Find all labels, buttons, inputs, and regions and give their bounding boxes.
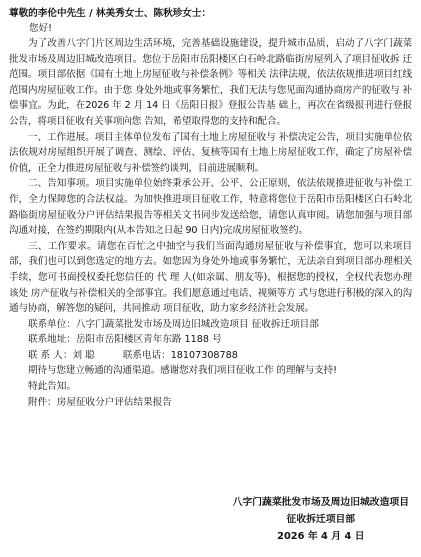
attachment-note: 附件：房屋征收分户评估结果报告 [28, 396, 172, 408]
contact-unit-value: 八字门蔬菜批发市场及周边旧城改造项目 征收拆迁项目部 [75, 318, 319, 330]
progress-paragraph: 一、工作进展。项目主体单位发布了国有土地上房屋征收与 补偿决定公告，项目实施单位依法依规对房屋组织开展了调查、测绘、评估、复核等国有土地上房屋征收工作，确定了房屋补偿 价值，正全力推进房屋征收与补偿签约谈判，目前进展顺利。 [9, 131, 412, 174]
letter-salutation: 尊敬的李伦中先生 / 林美秀女士、陈秋珍女士： [9, 8, 212, 19]
letter-greeting: 您好! [29, 23, 53, 34]
contact-unit [28, 317, 412, 333]
contact-person-label: 联 系 人： [28, 349, 73, 361]
signature-date: 2026 年 4 月 4 日 [277, 531, 365, 542]
requirements-paragraph: 三、工作要求。请您在百忙之中抽空与我们当面沟通房屋征收与补偿事宜，您可以来项目部，我们也可以到您选定的地方去。如您因为身处外地或事务繁忙，无法亲自到项目部办理相关手续，您可书面授权委托您信任的 代 理 人(如亲属、朋友等)，根据您的授权，全权代表您办理该处 房产征收与补偿相关的全部事宜。我们愿意通过电话、视频等方 式与您进行积极的深入的沟通与协商，解答您的疑问，共同推动 项目征收，助力家乡经济社会发展。 [9, 240, 412, 315]
contact-address [28, 332, 412, 348]
signature-organization: 八字门蔬菜批发市场及周边旧城改造项目 [232, 497, 409, 508]
closing-notice: 特此告知。 [28, 381, 76, 393]
contact-phone-label: 联系电话： [122, 349, 171, 361]
intro-paragraph: 为了改善八字门片区周边生活环境，完善基础设施建设，提升城市品质，启动了八字门蔬菜批发市场及周边旧城改造项目。您位于岳阳市岳阳楼区白石岭北路临街房屋列入了项目征收拆 迁范围。项目部依据《国有土地上房屋征收与补偿条例》等相关 法律法规，依法依规推进项目红线范围内房屋征收工作。由于您 身处外地或事务繁忙，我们无法与您见面沟通协商房产的征收与 补偿事宜。为此，在2026 年 2 月 14 日《岳阳日报》登报公告基 础上，再次在省级报刊进行登报公告，将项目征收有关事项向您 告知，希望取得您的支持和配合。 [9, 38, 412, 127]
contact-phone-value: 18107308788 [170, 349, 238, 361]
contact-address-label: 联系地址： [28, 334, 76, 346]
contact-person-phone [28, 348, 412, 364]
contact-person-value: 刘 聪 [72, 349, 95, 361]
contact-address-value: 岳阳市岳阳楼区青年东路 1188 号 [75, 334, 222, 346]
notice-paragraph: 二、告知事项。项目实施单位始终秉承公开、公平、公正原则，依法依规推进征收与补偿工作，全力保障您的合法权益。为加快推进项目征收工作，特意将您位于岳阳市岳阳楼区白石岭北 路临街房屋征收分户评估结果报告等相关文书同步发送给您，请您认真审阅。请您加强与项目部沟通对接，在签约期限内(从本告知之日起 90 日内)完成房屋征收签约。 [9, 178, 412, 237]
contact-unit-label: 联系单位： [28, 318, 76, 330]
closing-paragraph: 期待与您建立畅通的沟通渠道。感谢您对我们项目征收工作 的理解与支持! [28, 365, 337, 377]
signature-department: 征收拆迁项目部 [286, 514, 356, 525]
signature-block [233, 494, 409, 545]
contact-block [28, 317, 412, 364]
